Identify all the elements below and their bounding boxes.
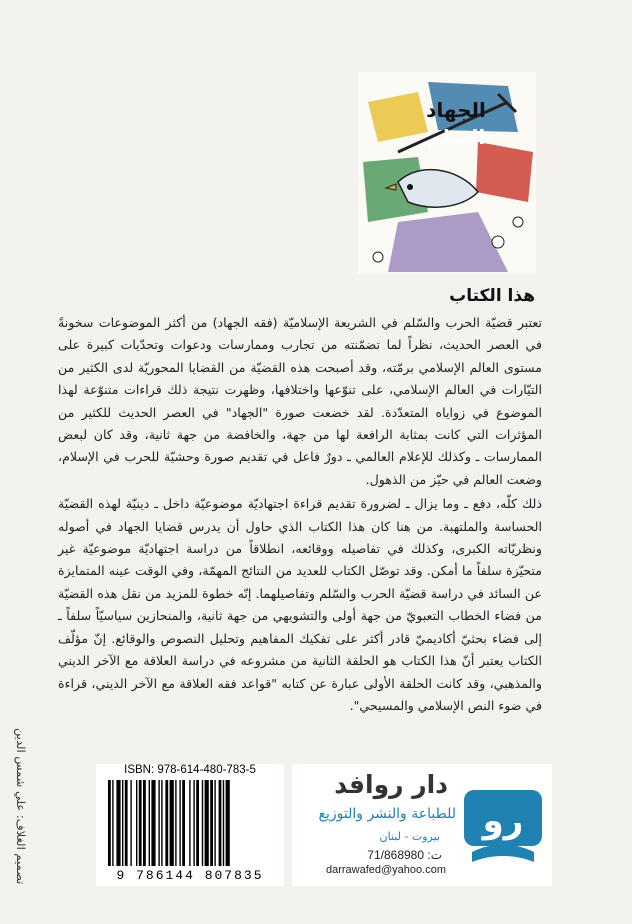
barcode-bar bbox=[136, 780, 137, 866]
publisher-phone: ت: 71/868980 bbox=[367, 848, 442, 862]
publisher-name: دار روافد bbox=[334, 770, 448, 799]
blurb-paragraph-2: ذلك كلّه، دفع ـ وما يزال ـ لضرورة تقديم قراءة اجتهاديّة موضوعيّة داخل ـ دينيّة لهذه القضيّة الحساسة والملتهبة. من هنا كان هذا الكتاب الذي حاول أن يدرس قضايا الجهاد في أصوله ونظريّاته الكبرى، وكذلك في تفاصيله ووقائعه، انطلاقاً من دراسة اجتهاديّة موضوعيّة غير متحيّزة سلفاً ما أمكن. وقد توصّل الكتاب للعديد من النتائج المهمّة، وفي الوقت عينه المتمايزة عن السائد في دراسة قضيّة الحرب والسّلم وتفاصيلهما. إنّه خطوة للمزيد من نقل هذه القضيّة من فضاء الخطاب التعبويّ من جهة أولى والتشويهي من جهة ثانية، والمنحازين سياسيّاً سلفاً ـ إلى فضاء بحثيّ أكاديميّ قادر أكثر على تفكيك المفاهيم وتحليل النصوص والوقائع. إنّ مؤلّف الكتاب يعتبر أنّ هذا الكتاب هو الحلقة الثانية من مشروعه في دراسة العلاقة مع الآخر الديني والمذهبي، وقد كانت الحلقة الأولى عبارة عن كتابه "قواعد فقه العلاقة مع الآخر الديني، قراءة في ضوء النص الإسلامي والمسيحي". bbox=[58, 496, 542, 713]
blurb-text bbox=[58, 312, 542, 719]
barcode-bars bbox=[106, 780, 274, 868]
cover-art-word-2: السلم bbox=[426, 125, 486, 149]
cover-art-word-1: الجهاد bbox=[426, 98, 486, 122]
publisher-box bbox=[292, 764, 552, 886]
barcode-bar bbox=[170, 780, 174, 866]
barcode-digits: 9 786144 807835 bbox=[116, 868, 264, 883]
publisher-email: darrawafed@yahoo.com bbox=[325, 864, 446, 876]
cover-design-credit: تصميم الغلاف: علي شمس الدين bbox=[14, 728, 28, 885]
barcode-bar bbox=[205, 780, 209, 866]
barcode-bar bbox=[149, 780, 150, 866]
barcode-bar bbox=[214, 780, 215, 866]
barcode-bar bbox=[182, 780, 185, 866]
barcode-bar bbox=[125, 780, 128, 866]
barcode-bar bbox=[189, 780, 190, 866]
isbn-label: ISBN: 978-614-480-783-5 bbox=[124, 764, 256, 776]
barcode-bar bbox=[151, 780, 155, 866]
barcode-box bbox=[96, 764, 284, 886]
barcode-bar bbox=[161, 780, 162, 866]
barcode-bar bbox=[165, 780, 168, 866]
barcode-bar bbox=[143, 780, 146, 866]
barcode-bar bbox=[108, 780, 111, 866]
barcode-bar bbox=[112, 780, 113, 866]
barcode-bar bbox=[179, 780, 180, 866]
barcode-bar bbox=[122, 780, 123, 866]
publisher-logo-mark: رو bbox=[482, 801, 524, 841]
barcode-bar bbox=[196, 780, 199, 866]
publisher-tagline: للطباعة والنشر والتوزيع bbox=[318, 806, 456, 822]
cover-illustration bbox=[358, 72, 536, 274]
barcode-bar bbox=[226, 780, 230, 866]
barcode-bar bbox=[193, 780, 194, 866]
barcode-bar bbox=[223, 780, 224, 866]
section-heading: هذا الكتاب bbox=[449, 286, 535, 306]
barcode-bar bbox=[139, 780, 142, 866]
barcode-bar bbox=[130, 780, 131, 866]
barcode-bar bbox=[175, 780, 176, 866]
barcode-bar bbox=[210, 780, 213, 866]
publisher-logo-icon bbox=[462, 782, 544, 868]
blurb-paragraph-1: تعتبر قضيّة الحرب والسّلم في الشريعة الإسلاميّة (فقه الجهاد) من أكثر الموضوعات سخونةً في العصر الحديث، نظراً لما تضمّنته من تجارب وممارسات ودعوات وتحدّيات كبيرة على مستوى العالم الإسلامي برمّته، وقد أصبحت هذه القضيّة من القضايا المحوريّة لدى الكثير من التيّارات في العالم الإسلامي، على تنوّعها واختلافها، وظهرت نتيجة ذلك قراءات متنوّعة لهذا الموضوع في زواياه المتعدّدة. لقد خضعت صورة "الجهاد" في العصر الحديث للكثير من المؤثرات التي كانت بمثابة الرافعة لها من جهة، والخافضة من جهة ثانية، وقد كان لبعض الممارسات ـ وكذلك للإعلام العالمي ـ دورٌ فاعل في تقديم صورة وحشيّة للحرب في الإسلام، وضعت العالم في حيّز من الذهول. bbox=[58, 315, 542, 487]
publisher-city: بيروت - لبنان bbox=[379, 830, 440, 843]
barcode-bar bbox=[202, 780, 203, 866]
barcode-bar bbox=[219, 780, 222, 866]
barcode-bar bbox=[158, 780, 159, 866]
barcode-bar bbox=[116, 780, 120, 866]
